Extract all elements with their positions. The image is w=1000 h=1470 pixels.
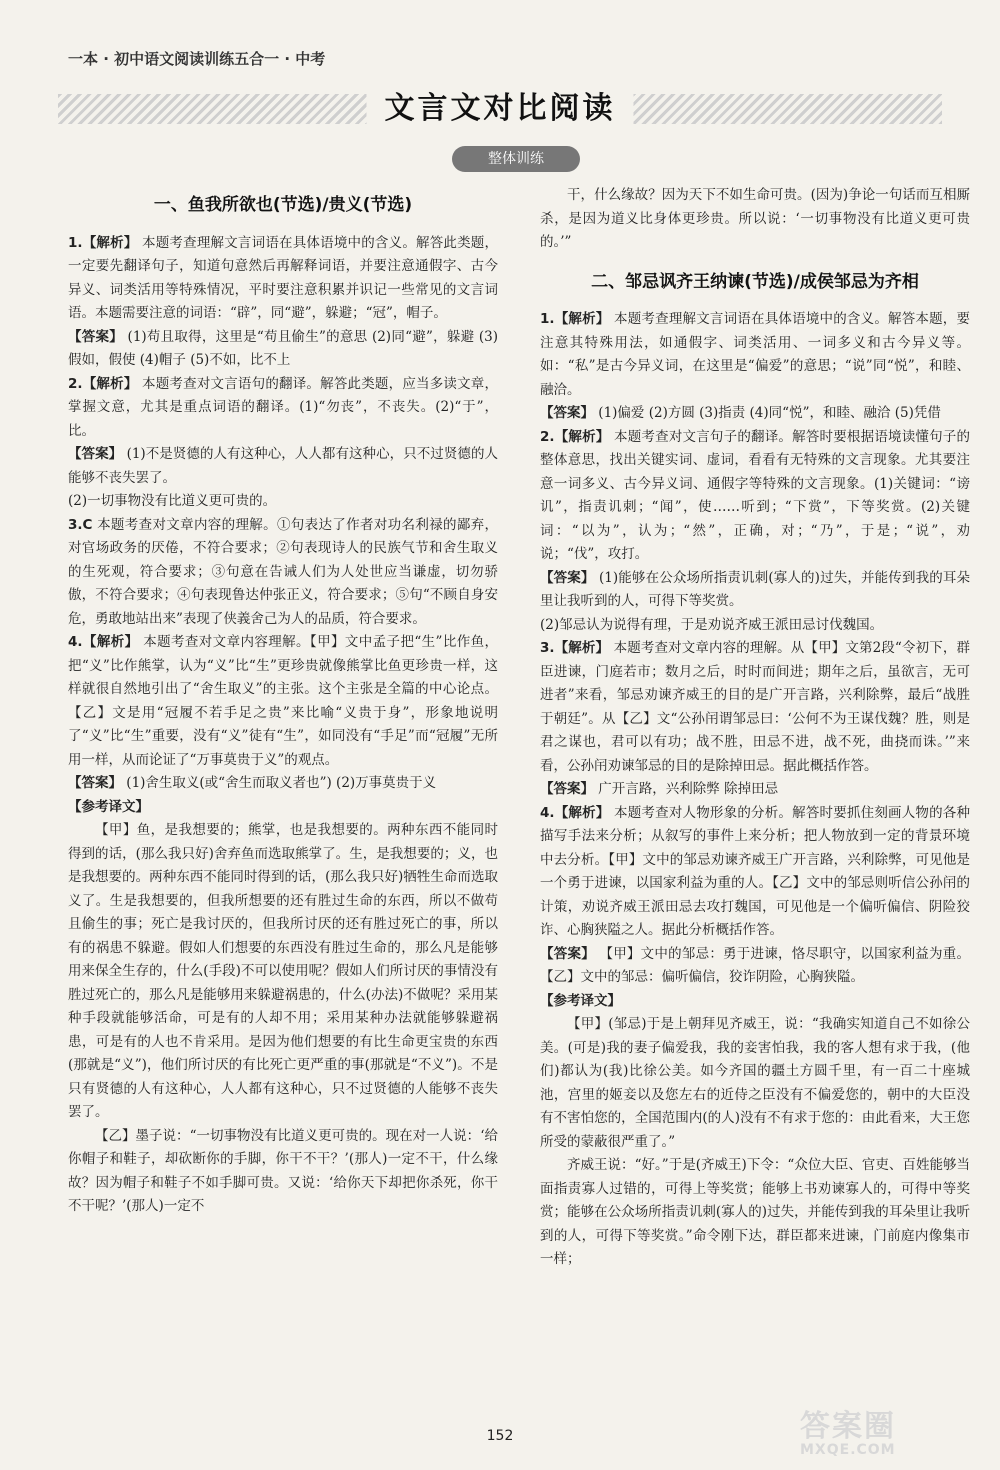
paragraph-tag: 【答案】 [540, 569, 595, 586]
right-paragraphs [540, 308, 970, 1272]
paragraph-tag: 【解析】 [554, 640, 610, 656]
paragraph [540, 1154, 970, 1272]
paragraph [540, 402, 970, 426]
left-section-title: 一、鱼我所欲也(节选)/贵义(节选) [153, 195, 413, 215]
paragraph-text: 【甲】鱼，是我想要的；熊掌，也是我想要的。两种东西不能同时得到的话，(那么我只好)舍弃鱼而选取熊掌了。生，是我想要的；义，也是我想要的。两种东西不能同时得到的话，(那么我只好)牺牲生命而选取义了。生是我想要的，但我所想要的还有胜过生命的东西，所以不做苟且偷生的事；死亡是我讨厌的，但我所讨厌的还有胜过死亡的事，所以有的祸患不躲避。假如人们想要的东西没有胜过生命的，那么凡是能够用来保全生存的，什么(手段)不可以使用呢？假如人们所讨厌的事情没有胜过死亡的，那么凡是能够用来躲避祸患的，什么(办法)不做呢？采用某种手段就能够活命，可是有的人却不用；采用某种办法就能够躲避祸患，可是有的人也不肯采用。是因为他们想要的有比生命更宝贵的东西(那就是“义”)，他们所讨厌的有比死亡更严重的事(那就是“不义”)。不是只有贤德的人有这种心，人人都有这种心，只不过贤德的人能够不丧失罢了。 [68, 822, 498, 1120]
paragraph [68, 631, 498, 772]
title-band-right-decoration [612, 94, 942, 124]
book-header: 一本 · 初中语文阅读训练五合一 · 中考 [68, 50, 326, 68]
paragraph-tag: 【解析】 [554, 804, 610, 821]
paragraph-text: 【甲】文中的邹忌：勇于进谏，恪尽职守，以国家利益为重。【乙】文中的邹忌：偏听偏信，狡诈阴险，心胸狭隘。 [540, 945, 971, 985]
paragraph [68, 1125, 498, 1219]
paragraph-tag: 【答案】 [540, 405, 594, 421]
paragraph-text: 本题考查对文言句子的翻译。解答时要根据语境读懂句子的整体意思，找出关键实词、虚词，看看有无特殊的文言现象。尤其要注意一词多义、古今异义词、通假字等特殊的文言现象。(1)关键词：“谤讥”，指责讥刺；“闻”，使……听到；“下赏”，下等奖赏。(2)关键词：“以为”，认为；“然”，正确，对；“乃”，于是；“说”，劝说；“伐”，攻打。 [540, 428, 971, 562]
paragraph-text: (1)偏爱 (2)方圆 (3)指责 (4)同“悦”，和睦、融洽 (5)凭借 [598, 405, 941, 421]
paragraph [540, 1013, 970, 1154]
paragraph-text: (1)苟且取得，这里是“苟且偷生”的意思 (2)同“避”，躲避 (3)假如，假使 (4)帽子 (5)不如，比不上 [68, 328, 499, 368]
paragraph-tag: 【答案】 [540, 945, 595, 962]
paragraph-text: (1)舍生取义(或“舍生而取义者也”) (2)万事莫贵于义 [126, 775, 437, 791]
paragraph-tag: C [82, 516, 93, 533]
paragraph-text: 【甲】(邹忌)于是上朝拜见齐威王，说：“我确实知道自己不如徐公美。(可是)我的妻子偏爱我，我的妾害怕我，我的客人想有求于我，(他们)都认为(我)比徐公美。如今齐国的疆土方圆千里，有一百二十座城池，宫里的姬妾以及您左右的近侍之臣没有不偏爱您的，朝中的大臣没有不害怕您的，全国范围内(的人)没有不有求于您的：由此看来，大王您所受的蒙蔽很严重了。” [540, 1016, 970, 1150]
paragraph [68, 514, 498, 632]
paragraph [540, 567, 970, 614]
paragraph [68, 232, 498, 326]
paragraph-text: 本题考查对人物形象的分析。解答时要抓住刻画人物的各种描写手法来分析；从叙写的事件上来分析；把人物放到一定的背景环境中去分析。【甲】文中的邹忌劝谏齐威王广开言路，兴利除弊，可见他是一个勇于进谏，以国家利益为重的人。【乙】文中的邹忌则听信公孙闬的计策，劝说齐威王派田忌去攻打魏国，可见他是一个偏听偏信、阴险狡诈、心胸狭隘之人。据此分析概括作答。 [540, 804, 971, 938]
paragraph [540, 802, 970, 943]
question-number: 4. [540, 804, 555, 821]
paragraph-text: 本题考查对文言语句的翻译。解答此类题，应当多读文章，掌握文意，尤其是重点词语的翻译。(1)“勿丧”，不丧失。(2)“于”，比。 [68, 375, 499, 439]
paragraph-tag: 【解析】 [554, 311, 610, 327]
paragraph [68, 819, 498, 1125]
right-section-title: 二、邹忌讽齐王纳谏(节选)/成侯邹忌为齐相 [591, 271, 919, 292]
question-number: 2. [68, 375, 83, 392]
question-number: 3. [68, 516, 83, 533]
paragraph [540, 614, 970, 638]
paragraph [68, 326, 498, 373]
title-band [58, 86, 942, 132]
paragraph [540, 778, 970, 802]
paragraph [68, 490, 498, 514]
watermark-sub-text: MXQE.COM [800, 1442, 896, 1458]
right-continuation-text: 干，什么缘故？因为天下不如生命可贵。(因为)争论一句话而互相厮杀，是因为道义比身体更珍贵。所以说：‘一切事物没有比道义更可贵的。’” [540, 187, 970, 250]
page-number: 152 [486, 1428, 514, 1444]
question-number: 1. [68, 234, 83, 251]
section-badge: 整体训练 [452, 146, 580, 172]
paragraph [68, 772, 498, 796]
paragraph-text: (1)能够在公众场所指责讥刺(寡人的)过失，并能传到我的耳朵里让我听到的人，可得下等奖赏。 [540, 569, 971, 609]
left-column [68, 188, 498, 1219]
paragraph-tag: 【答案】 [68, 328, 123, 345]
title-band-left-decoration [58, 94, 388, 124]
paragraph [68, 796, 498, 820]
paragraph-tag: 【答案】 [68, 446, 123, 462]
paragraph-text: (2)一切事物没有比道义更可贵的。 [68, 493, 277, 509]
paragraph-text: (1)不是贤德的人有这种心，人人都有这种心，只不过贤德的人能够不丧失罢了。 [68, 446, 499, 486]
paragraph-text: 本题考查理解文言词语在具体语境中的含义。解答此类题，一定要先翻译句子，知道句意然后再解释词语，并要注意通假字、古今异义、词类活用等特殊情况，平时要注意积累并识记一些常见的文言词语。本题需要注意的词语：“辟”，同“避”，躲避；“冠”，帽子。 [68, 234, 499, 321]
paragraph [68, 373, 498, 444]
paragraph-text: 【乙】墨子说：“一切事物没有比道义更可贵的。现在对一人说：‘给你帽子和鞋子，却砍断你的手脚，你干不干？’(那人)一定不干，什么缘故？因为帽子和鞋子不如手脚可贵。又说：‘给你天下却把你杀死，你干不干呢？’(那人)一定不 [68, 1127, 498, 1214]
paragraph [540, 426, 970, 567]
paragraph-tag: 【解析】 [554, 428, 610, 445]
paragraph-text: 广开言路，兴利除弊 除掉田忌 [598, 781, 779, 797]
paragraph-tag: 【答案】 [68, 775, 122, 791]
paragraph-text: 本题考查对文章内容的理解。从【甲】文第2段“令初下，群臣进谏，门庭若市；数月之后，时时而间进；期年之后，虽欲言，无可进者”来看，邹忌劝谏齐威王的目的是广开言路，兴利除弊，最后“战胜于朝廷”。从【乙】文“公孙闬谓邹忌曰：‘公何不为王谋伐魏？胜，则是君之谋也，君可以有功；战不胜，田忌不进，战不死，曲挠而诛。’”来看，公孙闬劝谏邹忌的目的是除掉田忌。据此概括作答。 [540, 640, 970, 774]
right-column [540, 184, 970, 1272]
question-number: 4. [68, 634, 83, 650]
paragraph [540, 990, 970, 1014]
left-paragraphs [68, 232, 498, 1219]
paragraph-tag: 【解析】 [82, 375, 138, 392]
watermark-logo [800, 1409, 970, 1460]
paragraph-tag: 【答案】 [540, 781, 594, 797]
paragraph-tag: 【参考译文】 [540, 992, 621, 1009]
paragraph-tag: 【参考译文】 [68, 798, 149, 815]
question-number: 2. [540, 428, 555, 445]
question-number: 3. [540, 640, 555, 656]
paragraph-text: 本题考查对文章内容的理解。①句表达了作者对功名利禄的鄙弃，对官场政务的厌倦，不符合要求；②句表现诗人的民族气节和舍生取义的生死观，符合要求；③句意在告诫人们为人处世应当谦虚，切勿骄傲，不符合要求；④句表现鲁达仲张正义，符合要求；⑤句“不顾自身安危，勇敢地站出来”表现了侠義舍己为人的品质，符合要求。 [68, 516, 499, 627]
paragraph-text: 本题考查理解文言词语在具体语境中的含义。解答本题，要注意其特殊用法，如通假字、词类活用、一词多义和古今异义等。如：“私”是古今异义词，在这里是“偏爱”的意思；“说”同“悦”，和睦、融洽。 [540, 311, 971, 398]
watermark-main-text: 答案圈 [800, 1409, 896, 1444]
paragraph-tag: 【解析】 [82, 634, 139, 650]
paragraph-text: 本题考查对文章内容理解。【甲】文中孟子把“生”比作鱼，把“义”比作熊掌，认为“义”比“生”更珍贵就像熊掌比鱼更珍贵一样，这样就很自然地引出了“舍生取义”的主张。这个主张是全篇的中心论点。【乙】文是用“冠履不若手足之贵”来比喻“义贵于身”，形象地说明了“义”比“生”重要，没有“义”徒有“生”，如同没有“手足”而“冠履”无所用一样，从而论证了“万事莫贵于义”的观点。 [68, 634, 499, 768]
paragraph [540, 943, 970, 990]
paragraph-text: 齐威王说：“好。”于是(齐威王)下令：“众位大臣、官吏、百姓能够当面指责寡人过错的，可得上等奖赏；能够上书劝谏寡人的，可得中等奖赏；能够在公众场所指责讥刺(寡人的)过失，并能传到我的耳朵里让我听到的人，可得下等奖赏。”命令刚下达，群臣都来进谏，门前庭内像集市一样； [540, 1157, 970, 1267]
paragraph [68, 443, 498, 490]
paragraph [540, 308, 970, 402]
paragraph-text: (2)邹忌认为说得有理，于是劝说齐威王派田忌讨伐魏国。 [540, 616, 884, 633]
page-title: 文言文对比阅读 [367, 86, 634, 132]
paragraph-tag: 【解析】 [82, 234, 138, 251]
question-number: 1. [540, 311, 555, 327]
paragraph [540, 637, 970, 778]
